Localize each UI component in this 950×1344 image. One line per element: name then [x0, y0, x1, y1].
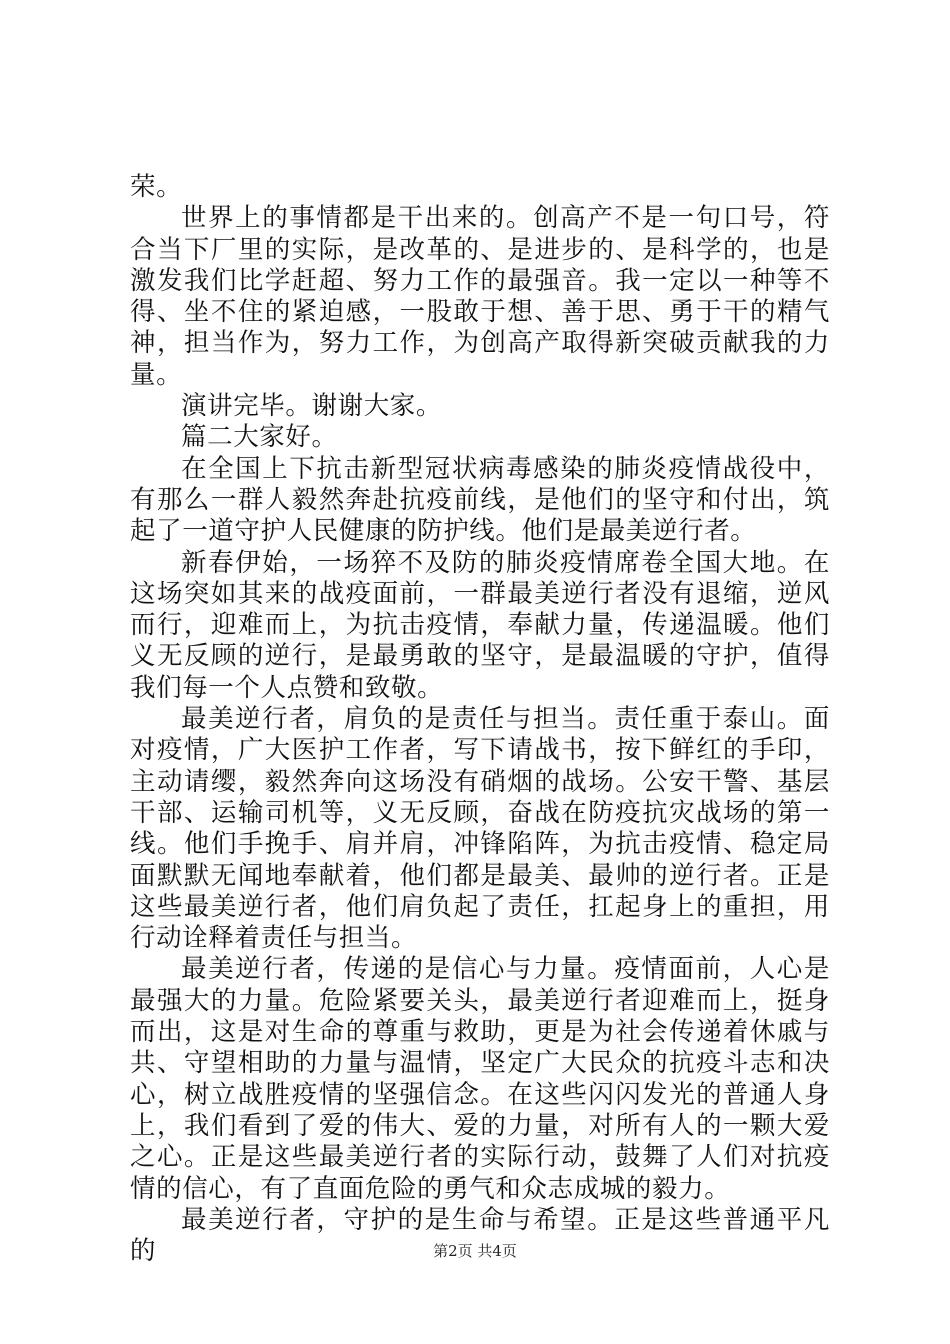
paragraph: 最美逆行者，肩负的是责任与担当。责任重于泰山。面对疫情，广大医护工作者，写下请战书，按下鲜红的手印，主动请缨，毅然奔向这场没有硝烟的战场。公安干警、基层干部、运输司机等，义无反顾，奋战在防疫抗灾战场的第一线。他们手挽手、肩并肩，冲锋陷阵，为抗击疫情、稳定局面默默无闻地奉献着，他们都是最美、最帅的逆行者。正是这些最美逆行者，他们肩负起了责任，扛起身上的重担，用行动诠释着责任与担当。 — [130, 704, 830, 954]
paragraph: 在全国上下抗击新型冠状病毒感染的肺炎疫情战役中，有那么一群人毅然奔赴抗疫前线，是他们的坚守和付出，筑起了一道守护人民健康的防护线。他们是最美逆行者。 — [130, 453, 830, 547]
page-number-footer: 第2页 共4页 — [433, 1242, 517, 1260]
paragraph: 世界上的事情都是干出来的。创高产不是一句口号，符合当下厂里的实际，是改革的、是进步的、是科学的，也是激发我们比学赶超、努力工作的最强音。我一定以一种等不得、坐不住的紧迫感，一股敢于想、善于思、勇于干的精气神，担当作为，努力工作，为创高产取得新突破贡献我的力量。 — [130, 203, 830, 390]
paragraph: 最美逆行者，守护的是生命与希望。正是这些普通平凡的 — [130, 1204, 830, 1267]
document-body — [130, 172, 830, 1267]
paragraph-section-heading: 篇二大家好。 — [181, 422, 338, 453]
paragraph: 最美逆行者，传递的是信心与力量。疫情面前，人心是最强大的力量。危险紧要关头，最美逆行者迎难而上，挺身而出，这是对生命的尊重与救助，更是为社会传递着休戚与共、守望相助的力量与温情，坚定广大民众的抗疫斗志和决心，树立战胜疫情的坚强信念。在这些闪闪发光的普通人身上，我们看到了爱的伟大、爱的力量，对所有人的一颗大爱之心。正是这些最美逆行者的实际行动，鼓舞了人们对抗疫情的信心，有了直面危险的勇气和众志成城的毅力。 — [130, 954, 830, 1204]
paragraph: 新春伊始，一场猝不及防的肺炎疫情席卷全国大地。在这场突如其来的战疫面前，一群最美逆行者没有退缩，逆风而行，迎难而上，为抗击疫情，奉献力量，传递温暖。他们义无反顾的逆行，是最勇敢的坚守，是最温暖的守护，值得我们每一个人点赞和致敬。 — [130, 547, 830, 703]
paragraph-continuation: 荣。 — [130, 172, 183, 202]
paragraph: 演讲完毕。谢谢大家。 — [181, 391, 443, 422]
